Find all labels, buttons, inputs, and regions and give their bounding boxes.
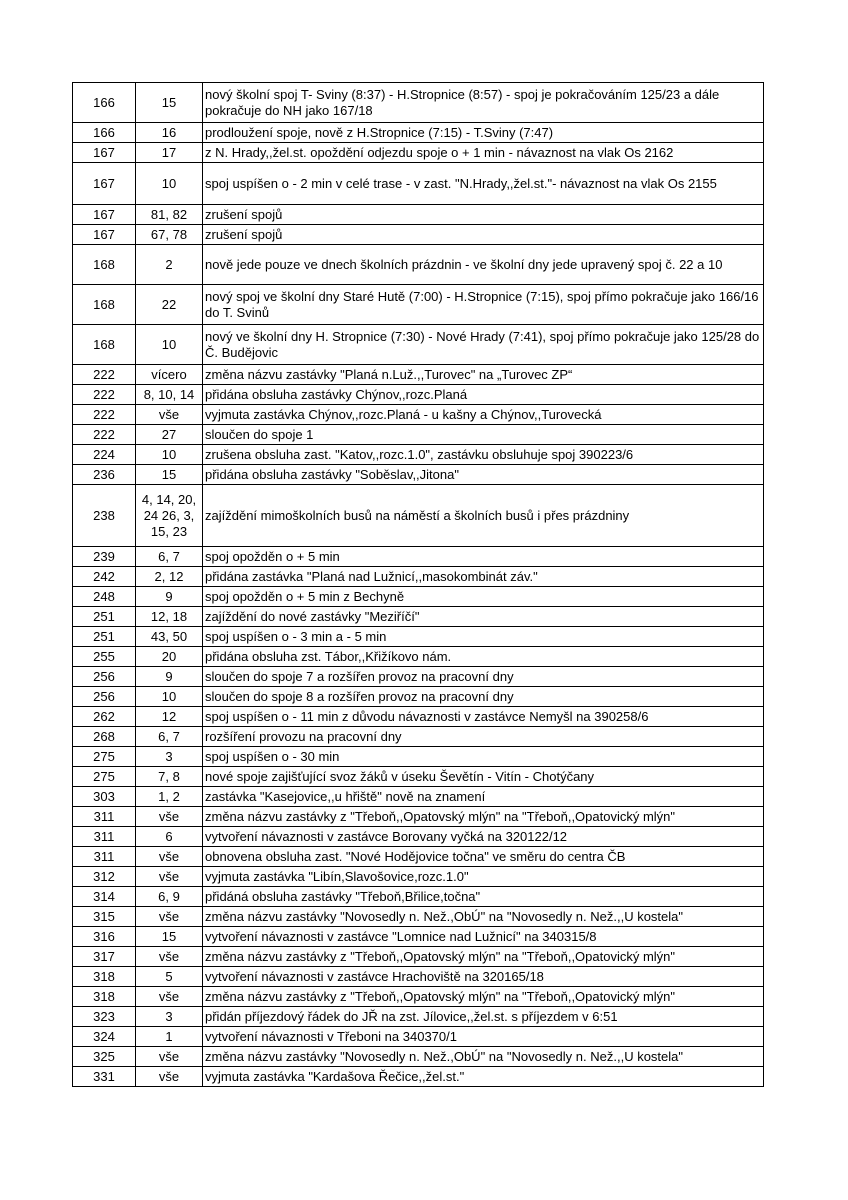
connection-number-cell: vše (136, 807, 203, 827)
connection-number-cell: 12 (136, 707, 203, 727)
table-row (73, 767, 764, 787)
change-description-cell: nově jede pouze ve dnech školních prázdnin - ve školní dny jede upravený spoj č. 22 a 10 (203, 245, 764, 285)
change-description-cell: nový školní spoj T- Sviny (8:37) - H.Stropnice (8:57) - spoj je pokračováním 125/23 a dále pokračuje do NH jako 167/18 (203, 83, 764, 123)
table-row (73, 807, 764, 827)
table-row (73, 365, 764, 385)
change-description-cell: přidána zastávka "Planá nad Lužnicí,,masokombinát záv." (203, 567, 764, 587)
connection-number-cell: 15 (136, 83, 203, 123)
connection-number-cell: 5 (136, 967, 203, 987)
line-number-cell: 312 (73, 867, 136, 887)
change-description-cell: spoj uspíšen o - 11 min z důvodu návaznosti v zastávce Nemyšl na 390258/6 (203, 707, 764, 727)
line-number-cell: 167 (73, 143, 136, 163)
line-number-cell: 316 (73, 927, 136, 947)
line-number-cell: 323 (73, 1007, 136, 1027)
change-description-cell: nový ve školní dny H. Stropnice (7:30) - Nové Hrady (7:41), spoj přímo pokračuje jako 125/28 do Č. Budějovic (203, 325, 764, 365)
change-description-cell: spoj opožděn o + 5 min z Bechyně (203, 587, 764, 607)
line-number-cell: 222 (73, 405, 136, 425)
connection-number-cell: 22 (136, 285, 203, 325)
change-description-cell: obnovena obsluha zast. "Nové Hodějovice točna" ve směru do centra ČB (203, 847, 764, 867)
change-description-cell: sloučen do spoje 7 a rozšířen provoz na pracovní dny (203, 667, 764, 687)
table-row (73, 827, 764, 847)
table-row (73, 205, 764, 225)
change-description-cell: změna názvu zastávky z "Třeboň,,Opatovský mlýn" na "Třeboň,,Opatovický mlýn" (203, 947, 764, 967)
line-number-cell: 268 (73, 727, 136, 747)
connection-number-cell: vše (136, 947, 203, 967)
table-row (73, 567, 764, 587)
table-row (73, 667, 764, 687)
line-number-cell: 318 (73, 967, 136, 987)
line-number-cell: 275 (73, 747, 136, 767)
change-description-cell: zrušena obsluha zast. "Katov,,rozc.1.0", zastávku obsluhuje spoj 390223/6 (203, 445, 764, 465)
table-row (73, 647, 764, 667)
change-description-cell: změna názvu zastávky "Planá n.Luž.,,Turovec" na „Turovec ZP“ (203, 365, 764, 385)
change-description-cell: změna názvu zastávky "Novosedly n. Než.,ObÚ" na "Novosedly n. Než.,,U kostela" (203, 1047, 764, 1067)
change-description-cell: vyjmuta zastávka Chýnov,,rozc.Planá - u kašny a Chýnov,,Turovecká (203, 405, 764, 425)
table-row (73, 747, 764, 767)
connection-number-cell: 17 (136, 143, 203, 163)
line-number-cell: 167 (73, 225, 136, 245)
connection-number-cell: 6, 7 (136, 727, 203, 747)
connection-number-cell: 12, 18 (136, 607, 203, 627)
table-row (73, 587, 764, 607)
connection-number-cell: 16 (136, 123, 203, 143)
change-description-cell: zajíždění mimoškolních busů na náměstí a školních busů i přes prázdniny (203, 485, 764, 547)
connection-number-cell: 20 (136, 647, 203, 667)
connection-number-cell: 2 (136, 245, 203, 285)
connection-number-cell: 15 (136, 927, 203, 947)
change-description-cell: spoj uspíšen o - 3 min a - 5 min (203, 627, 764, 647)
line-number-cell: 311 (73, 847, 136, 867)
line-number-cell: 167 (73, 163, 136, 205)
line-number-cell: 251 (73, 627, 136, 647)
table-row (73, 445, 764, 465)
line-number-cell: 239 (73, 547, 136, 567)
line-number-cell: 325 (73, 1047, 136, 1067)
connection-number-cell: vše (136, 847, 203, 867)
change-description-cell: zrušení spojů (203, 225, 764, 245)
change-description-cell: rozšíření provozu na pracovní dny (203, 727, 764, 747)
connection-number-cell: vše (136, 405, 203, 425)
connection-number-cell: 15 (136, 465, 203, 485)
table-row (73, 967, 764, 987)
line-number-cell: 242 (73, 567, 136, 587)
table-row (73, 1047, 764, 1067)
table-row (73, 787, 764, 807)
table-row (73, 627, 764, 647)
table-row (73, 385, 764, 405)
line-number-cell: 311 (73, 827, 136, 847)
line-number-cell: 222 (73, 385, 136, 405)
change-description-cell: vyjmuta zastávka "Libín,Slavošovice,rozc.1.0" (203, 867, 764, 887)
change-description-cell: spoj uspíšen o - 2 min v celé trase - v zast. "N.Hrady,,žel.st."- návaznost na vlak Os 2155 (203, 163, 764, 205)
change-description-cell: sloučen do spoje 8 a rozšířen provoz na pracovní dny (203, 687, 764, 707)
table-row (73, 687, 764, 707)
line-number-cell: 256 (73, 687, 136, 707)
line-number-cell: 248 (73, 587, 136, 607)
line-number-cell: 256 (73, 667, 136, 687)
table-row (73, 927, 764, 947)
table-row (73, 1007, 764, 1027)
change-description-cell: přidána obsluha zst. Tábor,,Křižíkovo nám. (203, 647, 764, 667)
connection-number-cell: 9 (136, 587, 203, 607)
connection-number-cell: 81, 82 (136, 205, 203, 225)
connection-number-cell: 67, 78 (136, 225, 203, 245)
table-row (73, 225, 764, 245)
line-number-cell: 318 (73, 987, 136, 1007)
change-description-cell: prodloužení spoje, nově z H.Stropnice (7:15) - T.Sviny (7:47) (203, 123, 764, 143)
connection-number-cell: vše (136, 907, 203, 927)
connection-number-cell: 6, 7 (136, 547, 203, 567)
timetable-changes-sheet (72, 82, 764, 1087)
change-description-cell: vyjmuta zastávka "Kardašova Řečice,,žel.st." (203, 1067, 764, 1087)
table-row (73, 1067, 764, 1087)
line-number-cell: 222 (73, 425, 136, 445)
table-row (73, 547, 764, 567)
table-row (73, 947, 764, 967)
connection-number-cell: vše (136, 1047, 203, 1067)
change-description-cell: zajíždění do nové zastávky "Meziříčí" (203, 607, 764, 627)
connection-number-cell: 10 (136, 163, 203, 205)
change-description-cell: spoj uspíšen o - 30 min (203, 747, 764, 767)
line-number-cell: 224 (73, 445, 136, 465)
connection-number-cell: 4, 14, 20, 24 26, 3, 15, 23 (136, 485, 203, 547)
change-description-cell: změna názvu zastávky z "Třeboň,,Opatovský mlýn" na "Třeboň,,Opatovický mlýn" (203, 987, 764, 1007)
line-number-cell: 167 (73, 205, 136, 225)
change-description-cell: sloučen do spoje 1 (203, 425, 764, 445)
line-number-cell: 238 (73, 485, 136, 547)
table-row (73, 727, 764, 747)
change-description-cell: zastávka "Kasejovice,,u hřiště" nově na znamení (203, 787, 764, 807)
connection-number-cell: 6 (136, 827, 203, 847)
table-row (73, 867, 764, 887)
table-row (73, 847, 764, 867)
table-row (73, 405, 764, 425)
line-number-cell: 314 (73, 887, 136, 907)
change-description-cell: nový spoj ve školní dny Staré Hutě (7:00) - H.Stropnice (7:15), spoj přímo pokračuje jako 166/16 do T. Svinů (203, 285, 764, 325)
connection-number-cell: 43, 50 (136, 627, 203, 647)
change-description-cell: vytvoření návaznosti v zastávce "Lomnice nad Lužnicí" na 340315/8 (203, 927, 764, 947)
connection-number-cell: 10 (136, 325, 203, 365)
connection-number-cell: 8, 10, 14 (136, 385, 203, 405)
line-number-cell: 275 (73, 767, 136, 787)
change-description-cell: změna názvu zastávky z "Třeboň,,Opatovský mlýn" na "Třeboň,,Opatovický mlýn" (203, 807, 764, 827)
connection-number-cell: 3 (136, 1007, 203, 1027)
table-row (73, 485, 764, 547)
connection-number-cell: vše (136, 987, 203, 1007)
table-body (73, 83, 764, 1087)
timetable-changes-table (72, 82, 764, 1087)
line-number-cell: 311 (73, 807, 136, 827)
change-description-cell: vytvoření návaznosti v zastávce Hrachoviště na 320165/18 (203, 967, 764, 987)
line-number-cell: 222 (73, 365, 136, 385)
change-description-cell: přidán příjezdový řádek do JŘ na zst. Jílovice,,žel.st. s příjezdem v 6:51 (203, 1007, 764, 1027)
change-description-cell: změna názvu zastávky "Novosedly n. Než.,ObÚ" na "Novosedly n. Než.,,U kostela" (203, 907, 764, 927)
change-description-cell: přidáná obsluha zastávky "Třeboň,Břilice,točna" (203, 887, 764, 907)
change-description-cell: přidána obsluha zastávky Chýnov,,rozc.Planá (203, 385, 764, 405)
change-description-cell: vytvoření návaznosti v zastávce Borovany vyčká na 320122/12 (203, 827, 764, 847)
connection-number-cell: 10 (136, 445, 203, 465)
connection-number-cell: 3 (136, 747, 203, 767)
line-number-cell: 251 (73, 607, 136, 627)
line-number-cell: 168 (73, 245, 136, 285)
change-description-cell: přidána obsluha zastávky "Soběslav,,Jitona" (203, 465, 764, 485)
connection-number-cell: 2, 12 (136, 567, 203, 587)
table-row (73, 245, 764, 285)
table-row (73, 987, 764, 1007)
connection-number-cell: vícero (136, 365, 203, 385)
table-row (73, 325, 764, 365)
line-number-cell: 255 (73, 647, 136, 667)
change-description-cell: z N. Hrady,,žel.st. opoždění odjezdu spoje o + 1 min - návaznost na vlak Os 2162 (203, 143, 764, 163)
line-number-cell: 315 (73, 907, 136, 927)
table-row (73, 707, 764, 727)
connection-number-cell: vše (136, 1067, 203, 1087)
connection-number-cell: 10 (136, 687, 203, 707)
table-row (73, 465, 764, 485)
change-description-cell: spoj opožděn o + 5 min (203, 547, 764, 567)
connection-number-cell: 7, 8 (136, 767, 203, 787)
table-row (73, 123, 764, 143)
table-row (73, 285, 764, 325)
change-description-cell: nové spoje zajišťující svoz žáků v úseku Ševětín - Vitín - Chotýčany (203, 767, 764, 787)
line-number-cell: 168 (73, 325, 136, 365)
connection-number-cell: 6, 9 (136, 887, 203, 907)
change-description-cell: zrušení spojů (203, 205, 764, 225)
line-number-cell: 324 (73, 1027, 136, 1047)
line-number-cell: 303 (73, 787, 136, 807)
line-number-cell: 262 (73, 707, 136, 727)
table-row (73, 83, 764, 123)
table-row (73, 163, 764, 205)
change-description-cell: vytvoření návaznosti v Třeboni na 340370/1 (203, 1027, 764, 1047)
line-number-cell: 168 (73, 285, 136, 325)
line-number-cell: 331 (73, 1067, 136, 1087)
table-row (73, 907, 764, 927)
table-row (73, 143, 764, 163)
table-row (73, 425, 764, 445)
connection-number-cell: 1 (136, 1027, 203, 1047)
table-row (73, 607, 764, 627)
line-number-cell: 236 (73, 465, 136, 485)
connection-number-cell: 27 (136, 425, 203, 445)
table-row (73, 1027, 764, 1047)
connection-number-cell: vše (136, 867, 203, 887)
table-row (73, 887, 764, 907)
connection-number-cell: 9 (136, 667, 203, 687)
line-number-cell: 166 (73, 123, 136, 143)
connection-number-cell: 1, 2 (136, 787, 203, 807)
line-number-cell: 166 (73, 83, 136, 123)
line-number-cell: 317 (73, 947, 136, 967)
